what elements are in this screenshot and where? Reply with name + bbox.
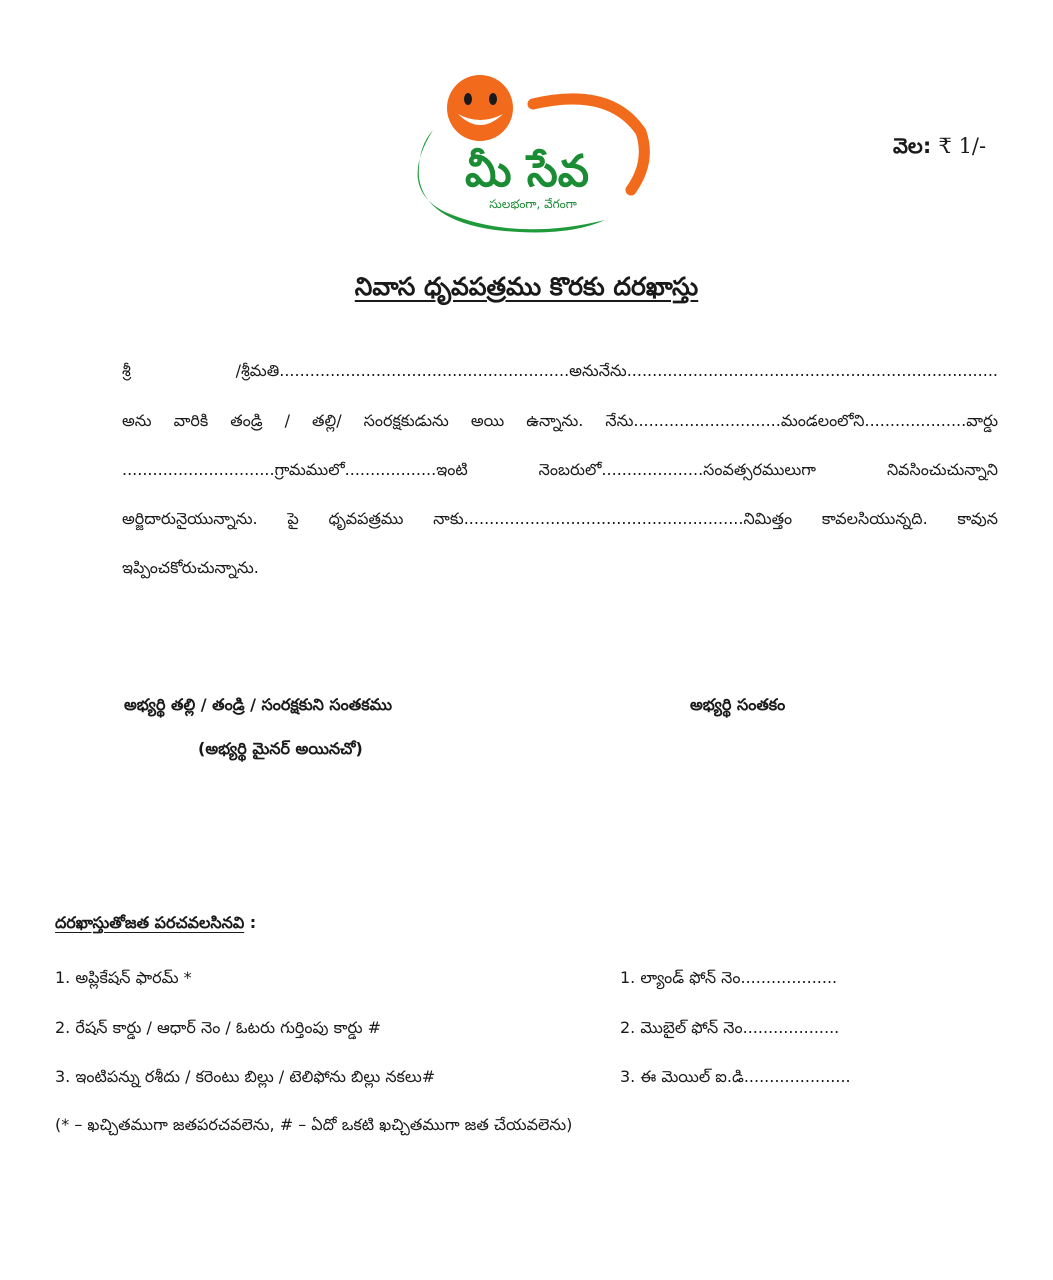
enclosure-item-2: 2. రేషన్ కార్డు / ఆధార్ నెం / ఓటరు గుర్తింపు కార్డు # xyxy=(55,1018,381,1037)
price-value: ₹ 1/- xyxy=(938,134,987,158)
applicant-signature-label: అభ్యర్థి సంతకం xyxy=(690,695,786,714)
enclosures-note: (* – ఖచ్చితముగా జతపరచవలెను, # – ఏదో ఒకటి ఖచ్చితముగా జత చేయవలెను) xyxy=(55,1115,573,1134)
enclosure-item-3: 3. ఇంటిపన్ను రశీదు / కరెంటు బిల్లు / టెలిఫోను బిల్లు నకలు# xyxy=(55,1067,436,1086)
body-line-1: శ్రీ /శ్రీమతి.........................................................అనునేను......................................................................... xyxy=(122,361,998,380)
contact-item-landline: 1. ల్యాండ్ ఫోన్ నెం................... xyxy=(620,968,838,987)
enclosures-heading xyxy=(55,913,256,936)
enclosure-item-1: 1. అప్లికేషన్ ఫారమ్ * xyxy=(55,968,192,987)
contact-item-mobile: 2. మొబైల్ ఫోన్ నెం................... xyxy=(620,1018,840,1037)
logo-tagline: సులభంగా, వేగంగా xyxy=(489,197,577,211)
body-line-5: ఇప్పించకోరుచున్నాను. xyxy=(122,558,259,577)
page-title: నివాస ధృవపత్రము కొరకు దరఖాస్తు xyxy=(354,272,699,301)
price-label: వెల: xyxy=(893,134,932,158)
guardian-signature-note: (అభ్యర్థి మైనర్ అయినచో) xyxy=(198,739,363,758)
enclosures-heading-text: దరఖాస్తుతోజత పరచవలసినవి xyxy=(55,913,245,932)
enclosures-heading-suffix: : xyxy=(244,913,257,932)
smiley-face-icon xyxy=(447,75,513,141)
contact-item-email: 3. ఈ మెయిల్ ఐ.డి..................... xyxy=(620,1067,851,1086)
body-line-3: ..............................గ్రామములో..................ఇంటి నెంబరులో....................సంవత్సరములుగా నివసించుచున్నాని xyxy=(122,460,998,479)
body-line-2: అను వారికి తండ్రి / తల్లి/ సంరక్షకుడును అయి ఉన్నాను. నేను.............................మండలంలోని....................వార్డు xyxy=(122,411,998,430)
price xyxy=(893,134,986,164)
body-line-4: అర్జిదారునైయున్నాను. పై ధృవపత్రము నాకు.......................................................నిమిత్తం కావలసియున్నది. కావున xyxy=(122,509,998,528)
mee-seva-logo xyxy=(405,70,650,235)
logo-brand-text: మీ సేవ xyxy=(464,146,590,197)
guardian-signature-label: అభ్యర్థి తల్లి / తండ్రి / సంరక్షకుని సంతకము xyxy=(124,695,393,714)
